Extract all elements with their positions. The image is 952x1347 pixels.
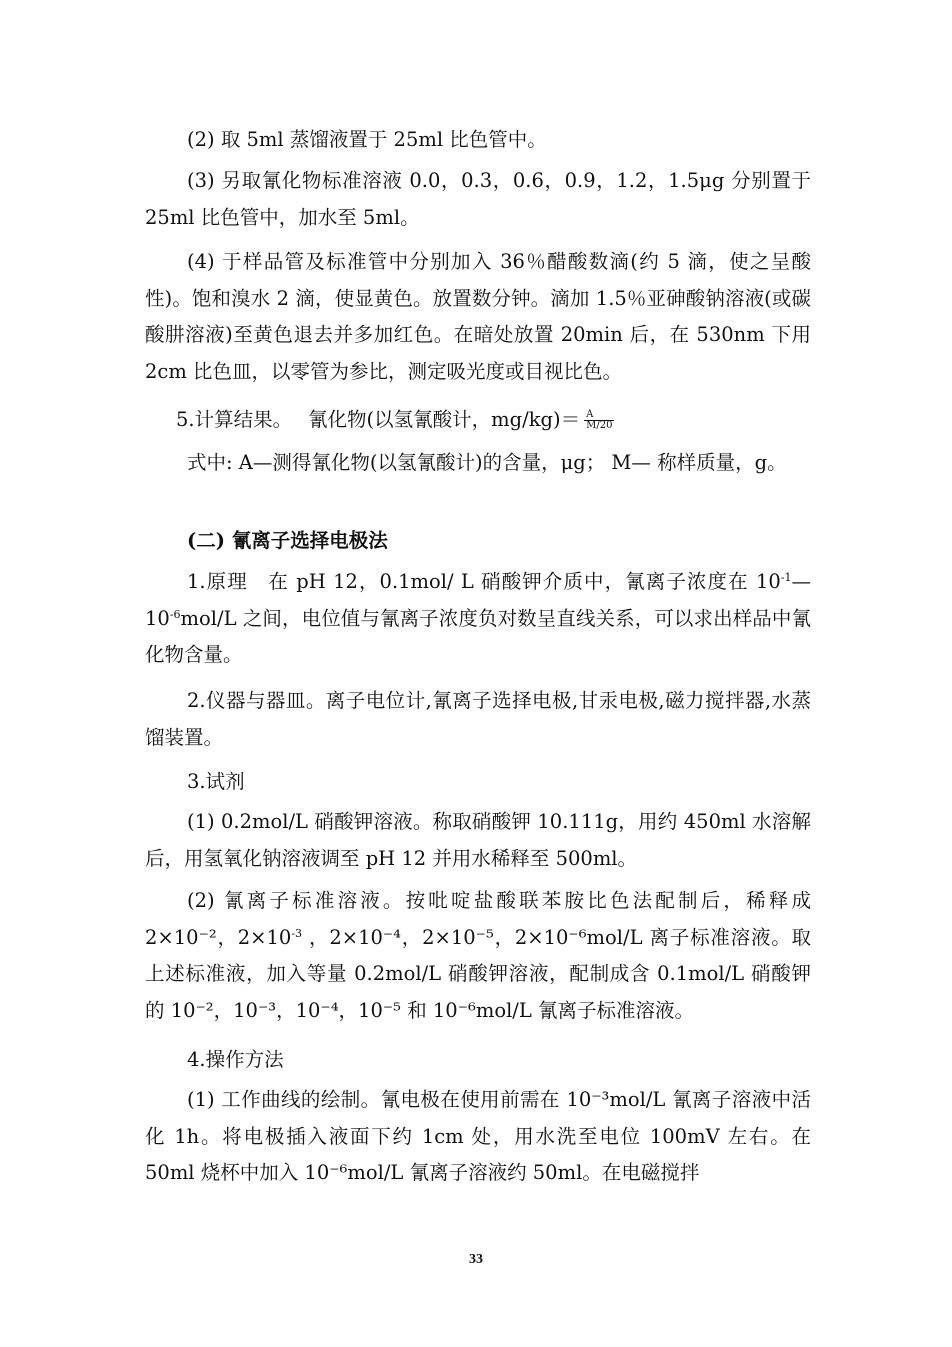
calculation-text: 5.计算结果。 氰化物(以氢氰酸计，mg/kg)＝ [176, 408, 581, 431]
reagent2-exp-9: ⁻⁵ [382, 999, 401, 1023]
reagent2-exp-7: ⁻³ [257, 999, 277, 1023]
reagent2-text-g: ，10 [213, 999, 258, 1023]
formula-fraction [584, 410, 614, 431]
principle-text-a: 1.原理 在 pH 12，0.1mol/ L 硝酸钾介质中，氰离子浓度在 10 [187, 570, 781, 593]
reagent2-exp-8: ⁻⁴ [320, 999, 339, 1023]
method1-text-a: (1) 工作曲线的绘制。氰电极在使用前需在 10 [187, 1088, 592, 1111]
reagent2-exp-2: -3 [291, 926, 303, 940]
reagent2-text-k: mol/L 氰离子标准溶液。 [475, 999, 695, 1023]
paragraph-principle [145, 564, 811, 674]
principle-sup-2: -6 [169, 607, 181, 621]
paragraph-calculation [176, 402, 816, 439]
method1-text-b: mol/L 氰离子溶液中活化 1h。将电极插入液面下约 1cm 处，用水洗至电位 100mV 左右。在 50ml 烧杯中加入 10 [145, 1088, 811, 1185]
reagent2-exp-3: ⁻⁴ [382, 925, 402, 949]
reagent2-text-c: ，2×10 [302, 925, 383, 949]
method1-text-c: mol/L 氰离子溶液约 50ml。在电磁搅拌 [347, 1161, 700, 1185]
reagent2-text-e: ，2×10 [493, 925, 569, 949]
paragraph-method-title: 4.操作方法 [187, 1048, 284, 1071]
paragraph-method-1 [145, 1082, 811, 1192]
reagent2-text-h: ，10 [276, 999, 321, 1023]
paragraph-reagent-1: (1) 0.2mol/L 硝酸钾溶液。称取硝酸钾 10.111g，用约 450ml 水溶解后，用氢氧化钠溶液调至 pH 12 并用水稀释至 500ml。 [145, 810, 811, 870]
reagent2-exp-5: ⁻⁶ [568, 925, 587, 949]
reagent2-text-f: mol/L 离子标准溶液。取上述标准液，加入等量 0.2mol/L 硝酸钾溶液，配制成含 0.1mol/L 硝酸钾的 10 [145, 925, 812, 1023]
principle-sup-1: -1 [780, 571, 792, 584]
reagent2-text-b: ，2×10 [216, 925, 292, 949]
principle-text-c: mol/L 之间，电位值与氰离子浓度负对数呈直线关系，可以求出样品中氰化物含量。 [145, 606, 811, 667]
formula-numerator: A [584, 410, 614, 421]
method1-exp-2: ⁻⁶ [329, 1161, 348, 1185]
reagent2-exp-4: ⁻⁵ [475, 925, 494, 949]
reagent2-text-j: 和 10 [401, 999, 458, 1023]
paragraph-reagents-title: 3.试剂 [187, 770, 245, 793]
section-heading: (二) 氰离子选择电极法 [187, 529, 388, 552]
paragraph-instruments: 2.仪器与器皿。离子电位计,氰离子选择电极,甘汞电极,磁力搅拌器,水蒸馏装置。 [145, 689, 811, 749]
reagent2-exp-10: ⁻⁶ [457, 999, 476, 1023]
paragraph-formula-legend: 式中: A—测得氰化物(以氢氰酸计)的含量，μg； M— 称样质量，g。 [187, 451, 787, 474]
paragraph-step-3: (3) 另取氰化物标准溶液 0.0，0.3，0.6，0.9，1.2，1.5μg 分别置于 25ml 比色管中，加水至 5ml。 [145, 169, 811, 229]
paragraph-reagent-2 [145, 883, 811, 1030]
reagent2-exp-1: ⁻² [198, 925, 217, 949]
paragraph-step-2: (2) 取 5ml 蒸馏液置于 25ml 比色管中。 [187, 128, 547, 151]
reagent2-text-i: ，10 [338, 999, 383, 1023]
reagent2-text-a: (2) 氰离子标准溶液。按吡啶盐酸联苯胺比色法配制后，稀释成 2×10 [145, 889, 811, 949]
paragraph-step-4: (4) 于样品管及标准管中分别加入 36％醋酸数滴(约 5 滴，使之呈酸性)。饱和溴水 2 滴，使显黄色。放置数分钟。滴加 1.5％亚砷酸钠溶液(或碳酸肼溶液)至黄色退去并多加红色。在暗处放置 20min 后，在 530nm 下用 2cm 比色皿，以零管为参比，测定吸光度或目视比色。 [145, 250, 811, 384]
principle-text-b: —10 [145, 570, 811, 630]
method1-exp-1: ⁻³ [591, 1088, 610, 1111]
page-number: 33 [469, 1252, 483, 1267]
reagent2-exp-6: ⁻² [195, 999, 214, 1023]
formula-denominator: M/20 [586, 420, 613, 431]
reagent2-text-d: ，2×10 [401, 925, 476, 949]
